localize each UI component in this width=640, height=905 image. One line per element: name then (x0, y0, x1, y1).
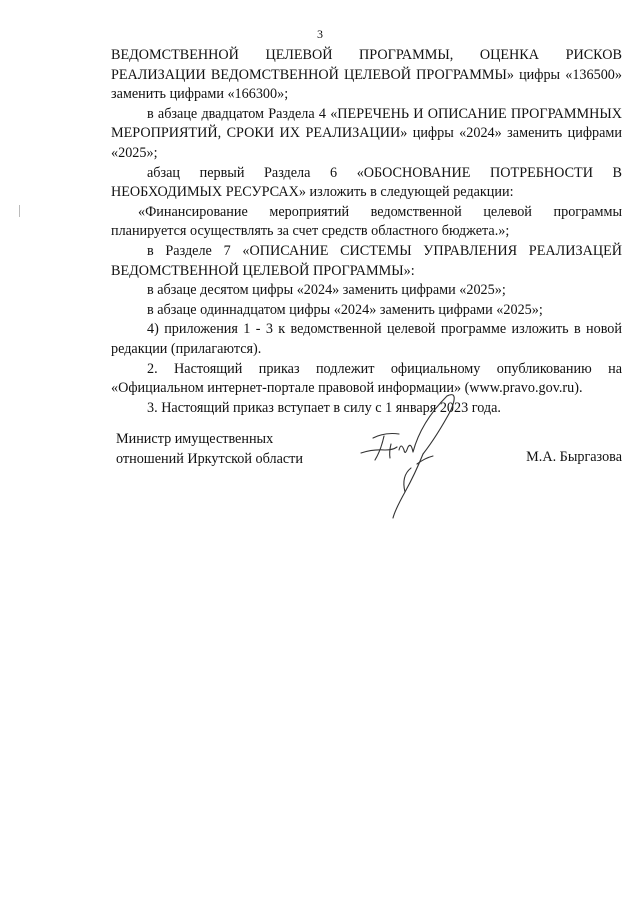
paragraph-section-6: абзац первый Раздела 6 «ОБОСНОВАНИЕ ПОТРЕБНОСТИ В НЕОБХОДИМЫХ РЕСУРСАХ» изложить в следующей редакции: (111, 164, 622, 201)
margin-mark (19, 205, 20, 217)
paragraph-eleventh-clause: в абзаце одиннадцатом цифры «2024» заменить цифрами «2025»; (147, 301, 543, 318)
handwritten-signature (355, 392, 465, 522)
signatory-name: М.А. Быргазова (526, 449, 622, 465)
paragraph-section-3-continuation: ВЕДОМСТВЕННОЙ ЦЕЛЕВОЙ ПРОГРАММЫ, ОЦЕНКА РИСКОВ РЕАЛИЗАЦИИ ВЕДОМСТВЕННОЙ ЦЕЛЕВОЙ ПРОГРАММЫ» цифры «136500» заменить цифрами «166300»; (111, 47, 622, 103)
paragraph-appendices: 4) приложения 1 - 3 к ведомственной целевой программе изложить в новой редакции (прилагаются). (111, 321, 622, 357)
paragraph-section-7: в Разделе 7 «ОПИСАНИЕ СИСТЕМЫ УПРАВЛЕНИЯ РЕАЛИЗАЦЕЙ ВЕДОМСТВЕННОЙ ЦЕЛЕВОЙ ПРОГРАММЫ»: (111, 242, 622, 279)
paragraph-section-4: в абзаце двадцатом Раздела 4 «ПЕРЕЧЕНЬ И ОПИСАНИЕ ПРОГРАММНЫХ МЕРОПРИЯТИЙ, СРОКИ ИХ РЕАЛИЗАЦИИ» цифры «2024» заменить цифрами «2025»; (111, 105, 622, 161)
paragraph-tenth-clause: в абзаце десятом цифры «2024» заменить цифрами «2025»; (147, 282, 506, 299)
document-body (111, 46, 622, 418)
paragraph-financing-quote: «Финансирование мероприятий ведомственной целевой программы планируется осуществлять за счет средств областного бюджета.»; (111, 203, 622, 240)
signature-block (111, 430, 622, 530)
signatory-position (116, 430, 303, 469)
page-number: 3 (317, 27, 323, 41)
signatory-position-line2: отношений Иркутской области (116, 450, 303, 467)
paragraph-publication: 2. Настоящий приказ подлежит официальному опубликованию на «Официальном интернет-портале правовой информации» (www.pravo.gov.ru). (111, 360, 622, 397)
signatory-position-line1: Министр имущественных (116, 431, 274, 447)
paragraph-effective-date: 3. Настоящий приказ вступает в силу с 1 января 2023 года. (147, 399, 501, 416)
